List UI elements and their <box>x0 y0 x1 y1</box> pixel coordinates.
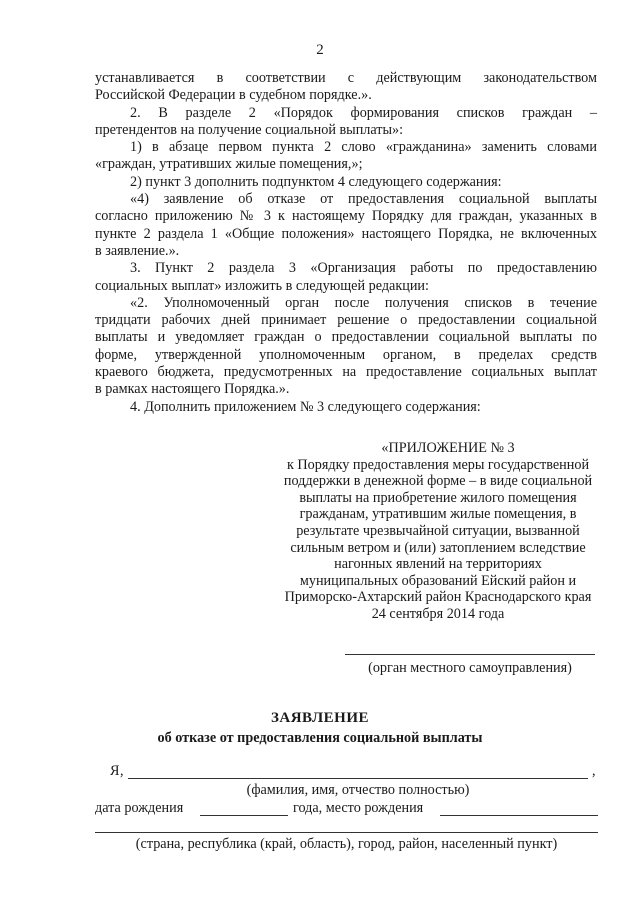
paragraph-line: в заявление.». <box>95 242 180 259</box>
document-body <box>95 70 597 416</box>
appendix-line: результате чрезвычайной ситуации, вызванной <box>296 522 580 539</box>
birth-date-label: дата рождения <box>95 800 184 816</box>
ya-comma: , <box>120 763 124 779</box>
appendix-title: «ПРИЛОЖЕНИЕ № 3 <box>381 440 515 456</box>
paragraph-line: выплаты и уведомляет граждан о предоставлении социальной выплаты по <box>95 329 597 346</box>
paragraph-line: устанавливается в соответствии с действующим законодательством <box>95 70 597 86</box>
paragraph-line: Российской Федерации в судебном порядке.». <box>95 87 372 104</box>
paragraph-line: 2. В разделе 2 «Порядок формирования списков граждан – <box>130 104 597 121</box>
birth-place-field[interactable] <box>440 815 598 816</box>
paragraph-line: социальных выплат» изложить в следующей редакции: <box>95 277 429 294</box>
paragraph-line: краевого бюджета, предусмотренных на предоставление социальных выплат <box>95 364 597 381</box>
appendix-line: Приморско-Ахтарский район Краснодарского края <box>284 589 592 606</box>
fio-field[interactable] <box>128 778 588 779</box>
form-title: ЗАЯВЛЕНИЕ <box>270 710 370 726</box>
appendix-line: сильным ветром и (или) затоплением вследствие <box>290 539 586 556</box>
birth-date-field[interactable] <box>200 815 288 816</box>
paragraph-line: «2. Уполномоченный орган после получения списков в течение <box>130 294 597 311</box>
paragraph-line: 3. Пункт 2 раздела 3 «Организация работы по предоставлению <box>130 260 597 277</box>
appendix-line: поддержки в денежной форме – в виде социальной <box>283 473 593 490</box>
paragraph-line: 1) в абзаце первом пункта 2 слово «гражданина» заменить словами <box>130 139 597 156</box>
place-caption: (страна, республика (край, область), город, район, населенный пункт) <box>135 836 558 852</box>
paragraph-line: пункте 2 раздела 1 «Общие положения» настоящего Порядка, не включенных <box>95 225 597 242</box>
birth-place-field-2[interactable] <box>95 832 598 833</box>
ya-label: Я <box>110 763 120 779</box>
appendix-line: гражданам, утратившим жилые помещения, в <box>299 506 577 523</box>
appendix-line: муниципальных образований Ейский район и <box>299 572 577 589</box>
paragraph-line: согласно приложению № 3 к настоящему Порядку для граждан, указанных в <box>95 208 597 225</box>
appendix-line: нагонных явлений на территориях <box>334 556 542 573</box>
paragraph-line: «граждан, утративших жилые помещения,»; <box>95 156 363 173</box>
appendix-heading <box>268 440 608 623</box>
paragraph-line: 2) пункт 3 дополнить подпунктом 4 следующего содержания: <box>130 173 502 190</box>
appendix-date: 24 сентября 2014 года <box>371 605 505 622</box>
paragraph-line: в рамках настоящего Порядка.». <box>95 381 290 398</box>
form-subtitle: об отказе от предоставления социальной выплаты <box>157 730 483 746</box>
page-number: 2 <box>316 42 324 58</box>
paragraph-line: претендентов на получение социальной выплаты»: <box>95 121 404 138</box>
paragraph-line: тридцати рабочих дней принимает решение о предоставлении социальной <box>95 312 597 329</box>
paragraph-line: форме, утвержденной уполномоченным органом, в пределах средств <box>95 346 597 363</box>
appendix-line: к Порядку предоставления меры государственной <box>286 456 590 473</box>
fio-caption: (фамилия, имя, отчество полностью) <box>246 782 470 798</box>
appendix-line: выплаты на приобретение жилого помещения <box>299 489 577 506</box>
paragraph-line: 4. Дополнить приложением № 3 следующего содержания: <box>130 398 481 415</box>
fio-end-comma: , <box>592 763 596 779</box>
birth-year-label: года, место рождения <box>293 800 424 816</box>
paragraph-line: «4) заявление об отказе от предоставления социальной выплаты <box>130 191 597 208</box>
organ-signature-line[interactable] <box>345 654 595 655</box>
organ-caption: (орган местного самоуправления) <box>368 660 572 676</box>
